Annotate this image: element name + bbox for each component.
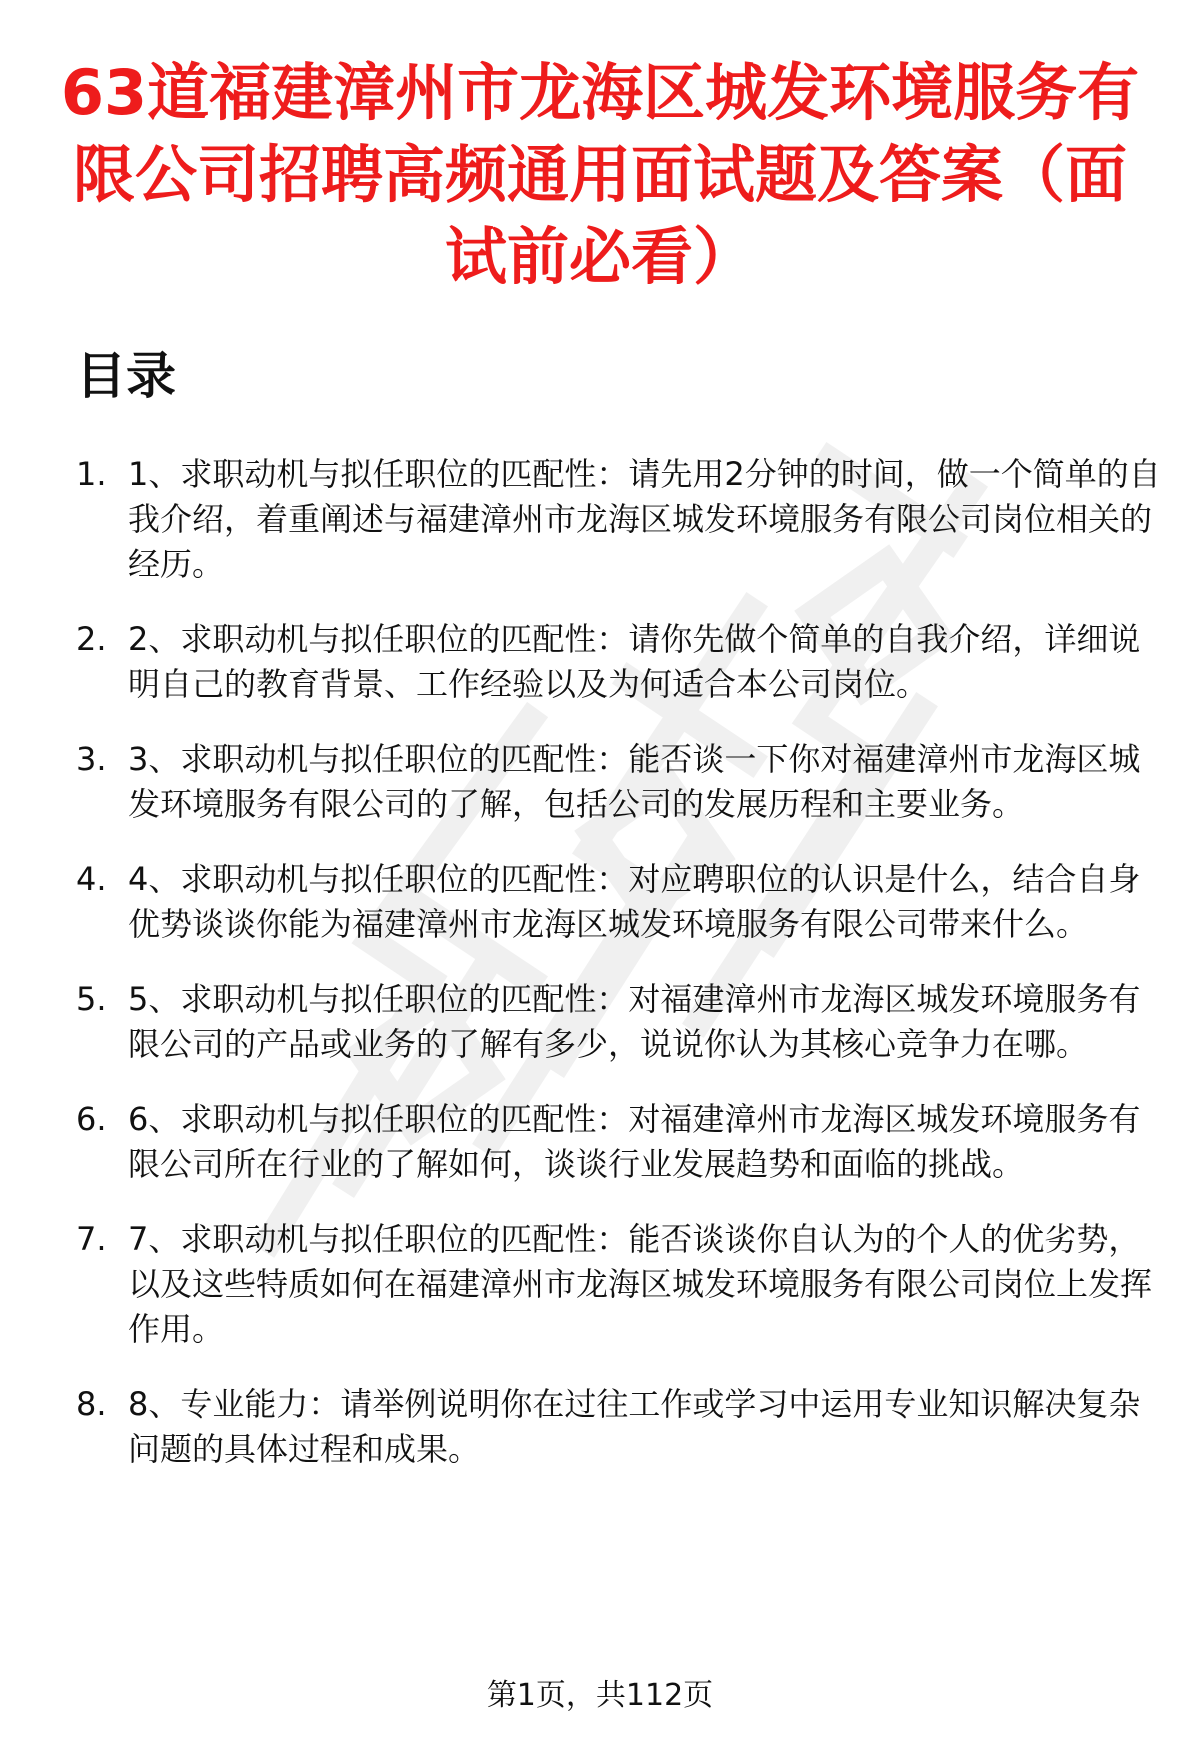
toc-item[interactable] <box>76 1097 1166 1187</box>
toc-item[interactable] <box>76 617 1166 707</box>
toc-item[interactable] <box>76 1382 1166 1472</box>
toc-item-text: 7、求职动机与拟任职位的匹配性：能否谈谈你自认为的个人的优劣势，以及这些特质如何在福建漳州市龙海区城发环境服务有限公司岗位上发挥作用。 <box>128 1220 1153 1348</box>
toc-item-text: 4、求职动机与拟任职位的匹配性：对应聘职位的认识是什么，结合自身优势谈谈你能为福建漳州市龙海区城发环境服务有限公司带来什么。 <box>128 860 1141 943</box>
toc-item-number: 8. <box>76 1385 107 1423</box>
toc-item[interactable] <box>76 857 1166 947</box>
toc-item-text: 8、专业能力：请举例说明你在过往工作或学习中运用专业知识解决复杂问题的具体过程和成果。 <box>128 1385 1141 1468</box>
toc-item-number: 1. <box>76 455 107 493</box>
toc-item-number: 6. <box>76 1100 107 1138</box>
toc-item-number: 4. <box>76 860 107 898</box>
toc-item-number: 7. <box>76 1220 107 1258</box>
toc-list <box>76 452 1166 1502</box>
toc-item-text: 3、求职动机与拟任职位的匹配性：能否谈一下你对福建漳州市龙海区城发环境服务有限公司的了解，包括公司的发展历程和主要业务。 <box>128 740 1141 823</box>
toc-item-text: 6、求职动机与拟任职位的匹配性：对福建漳州市龙海区城发环境服务有限公司所在行业的了解如何，谈谈行业发展趋势和面临的挑战。 <box>128 1100 1141 1183</box>
toc-heading: 目录 <box>76 347 176 405</box>
toc-item-text: 2、求职动机与拟任职位的匹配性：请你先做个简单的自我介绍，详细说明自己的教育背景、工作经验以及为何适合本公司岗位。 <box>128 620 1141 703</box>
toc-item-number: 3. <box>76 740 107 778</box>
toc-item[interactable] <box>76 1217 1166 1352</box>
toc-item[interactable] <box>76 977 1166 1067</box>
toc-item-text: 5、求职动机与拟任职位的匹配性：对福建漳州市龙海区城发环境服务有限公司的产品或业务的了解有多少，说说你认为其核心竞争力在哪。 <box>128 980 1141 1063</box>
toc-item[interactable] <box>76 452 1166 587</box>
toc-item-number: 2. <box>76 620 107 658</box>
toc-item[interactable] <box>76 737 1166 827</box>
toc-item-text: 1、求职动机与拟任职位的匹配性：请先用2分钟的时间，做一个简单的自我介绍，着重阐述与福建漳州市龙海区城发环境服务有限公司岗位相关的经历。 <box>128 455 1161 583</box>
toc-item-number: 5. <box>76 980 107 1018</box>
document-title: 63道福建漳州市龙海区城发环境服务有限公司招聘高频通用面试题及答案（面试前必看） <box>60 56 1140 293</box>
page-footer: 第1页，共112页 <box>486 1678 714 1713</box>
